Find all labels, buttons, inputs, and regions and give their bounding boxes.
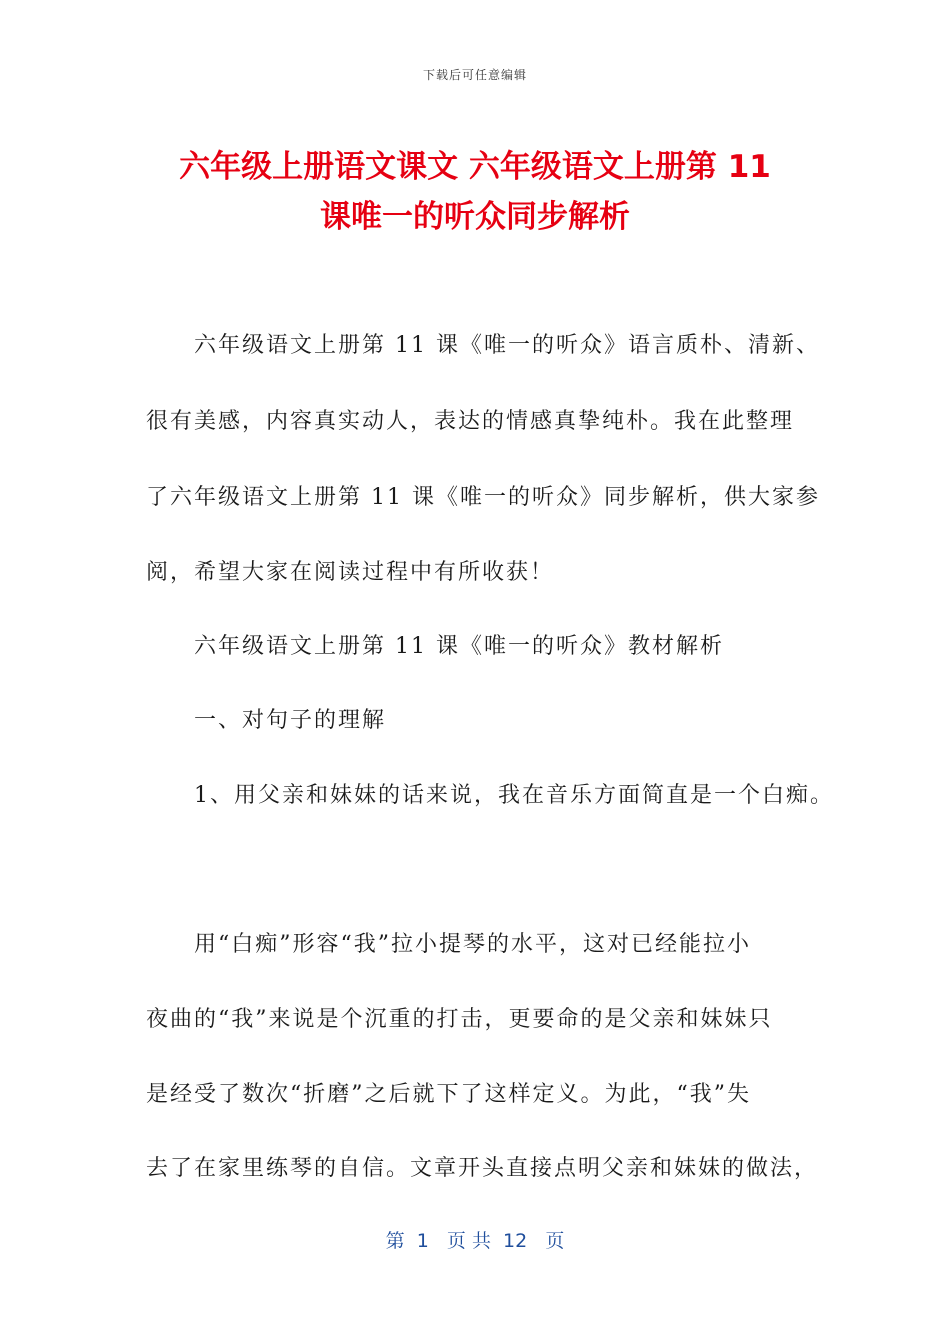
title-line-1: 六年级上册语文课文 六年级语文上册第 11 xyxy=(179,149,771,185)
paragraph-line: 了六年级语文上册第 11 课《唯一的听众》同步解析，供大家参 xyxy=(146,485,820,510)
numbered-sentence: 1、用父亲和妹妹的话来说，我在音乐方面简直是一个白痴。 xyxy=(146,783,834,808)
paragraph-line: 夜曲的“我”来说是个沉重的打击，更要命的是父亲和妹妹只 xyxy=(146,1007,773,1032)
section-heading: 六年级语文上册第 11 课《唯一的听众》教材解析 xyxy=(146,634,724,659)
paragraph-line: 用“白痴”形容“我”拉小提琴的水平，这对已经能拉小 xyxy=(146,932,751,957)
title-line-2: 课唯一的听众同步解析 xyxy=(320,199,630,235)
document-title xyxy=(120,142,830,242)
subsection-heading: 一、对句子的理解 xyxy=(146,708,387,733)
page-footer: 第 1 页 共 12 页 xyxy=(385,1230,565,1252)
paragraph-line: 阅，希望大家在阅读过程中有所收获！ xyxy=(146,560,555,585)
header-note: 下载后可任意编辑 xyxy=(422,68,527,82)
paragraph-line: 六年级语文上册第 11 课《唯一的听众》语言质朴、清新、 xyxy=(146,333,820,358)
paragraph-line: 去了在家里练琴的自信。文章开头直接点明父亲和妹妹的做法， xyxy=(146,1156,819,1181)
paragraph-line: 很有美感，内容真实动人，表达的情感真挚纯朴。我在此整理 xyxy=(146,409,795,434)
paragraph-line: 是经受了数次“折磨”之后就下了这样定义。为此，“我”失 xyxy=(146,1082,751,1107)
